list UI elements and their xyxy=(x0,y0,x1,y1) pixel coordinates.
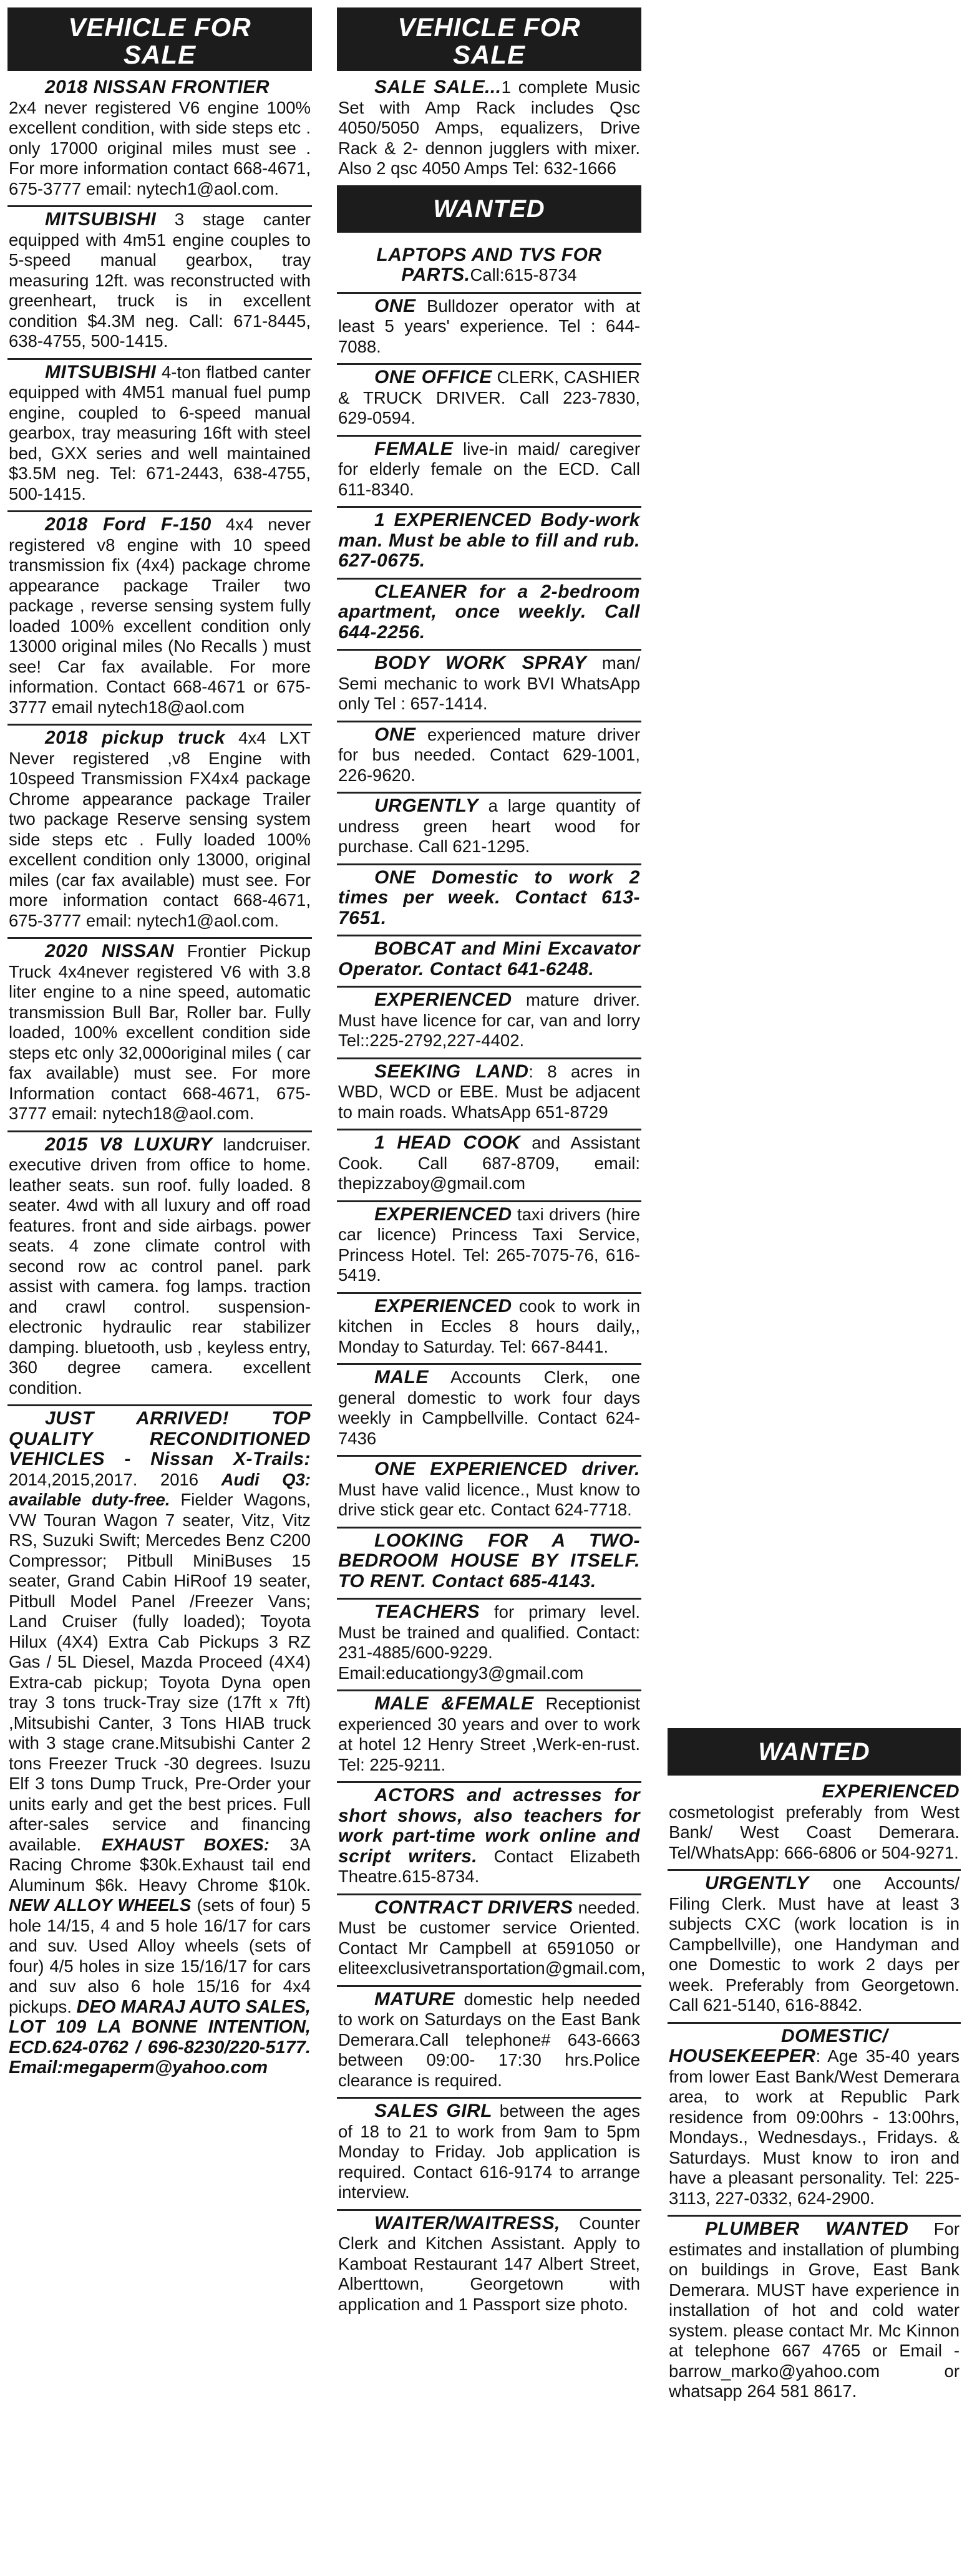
ad-body: mature driver. Must have licence for car, van and lorry Tel::225-2792,227-4402. xyxy=(338,990,640,1050)
ad-body: one Accounts/ Filing Clerk. Must have at least 3 subjects CXC (work location is in Campbellville), one Handyman and one Domestic to work 2 days per week. Preferably from Georgetown. Call 621-5140, 616-8842. xyxy=(669,1874,960,2015)
ad-body: 2014,2015,2017. 2016 xyxy=(9,1469,221,1489)
classified-ad xyxy=(7,75,312,207)
classified-ad xyxy=(668,1871,961,2024)
ad-lead: URGENTLY xyxy=(705,1873,809,1893)
ad-body: 3A Racing Chrome $30k.Exhaust tail end Aluminum $6k. Heavy Chrome $10k. xyxy=(9,1834,311,1895)
ad-lead: 2015 V8 LUXURY xyxy=(45,1134,213,1155)
ad-lead: JUST ARRIVED! TOP QUALITY RECONDITIONED VEHICLES - Nissan X-Trails: xyxy=(9,1408,311,1469)
ad-body: a large quantity of undress green heart wood for purchase. Call 621-1295. xyxy=(338,796,640,856)
classified-ad xyxy=(337,1059,641,1131)
ad-lead: TEACHERS xyxy=(374,1601,480,1622)
ad-lead: PLUMBER WANTED xyxy=(705,2219,909,2239)
column-wanted-2 xyxy=(668,1728,961,2408)
classified-ad xyxy=(7,512,312,726)
ad-lead: ACTORS and actresses for short shows, also teachers for work part-time work online and script writers. xyxy=(338,1785,640,1867)
ad-lead: FEMALE xyxy=(374,438,454,459)
ad-body: Call:615-8734 xyxy=(470,265,577,284)
ad-body: taxi drivers (hire car licence) Princess Taxi Service, Princess Hotel. Tel: 265-7075-76, 616-5419. xyxy=(338,1204,640,1285)
ad-body: man/ Semi mechanic to work BVI WhatsApp only Tel : 657-1414. xyxy=(338,653,640,713)
ad-lead: EXPERIENCED xyxy=(374,989,512,1010)
ad-lead: ONE Domestic to work 2 times per week. Contact 613-7651. xyxy=(338,867,640,928)
classified-ad xyxy=(337,1294,641,1366)
ad-lead: ONE xyxy=(374,724,416,745)
classified-ad xyxy=(337,1600,641,1691)
ad-lead: WAITER/WAITRESS, xyxy=(374,2212,561,2233)
ad-body: live-in maid/ caregiver for elderly female on the ECD. Call 611-8340. xyxy=(338,439,640,499)
ad-lead: SALES GIRL xyxy=(374,2101,493,2121)
classified-ad xyxy=(337,865,641,937)
classified-ad xyxy=(337,936,641,988)
classified-ad xyxy=(337,1783,641,1895)
ad-lead: 2018 pickup truck xyxy=(45,727,225,748)
classified-ad xyxy=(337,794,641,865)
ad-lead: BODY WORK SPRAY xyxy=(374,653,587,673)
classified-ad xyxy=(668,2217,961,2408)
ad-lead: MATURE xyxy=(374,1988,455,2010)
ad-body: 4-ton flatbed canter equipped with 4M51 manual fuel pump engine, coupled to 6-speed manual gearbox, tray measuring 16ft with steel bed, GXX series and well maintained $3.5M neg. Tel: 671-2443, 638-4755, 500-1415. xyxy=(9,362,311,503)
ad-body: cook to work in kitchen in Eccles 8 hours daily,, Monday to Saturday. Tel: 667-8441. xyxy=(338,1296,640,1356)
ad-lead: 1 EXPERIENCED Body-work man. Must be able to fill and rub. 627-0675. xyxy=(338,510,640,571)
ad-lead: URGENTLY xyxy=(374,795,479,816)
ad-body: between the ages of 18 to 21 to work from 9am to 5pm Monday to Friday. Job application is required. Contact 616-9174 to arrange interview. xyxy=(338,2101,640,2202)
ad-lead: SALE SALE... xyxy=(374,77,502,97)
ad-body: and Assistant Cook. Call 687-8709, email: thepizzaboy@gmail.com xyxy=(338,1133,641,1193)
classified-ad xyxy=(337,508,641,580)
ad-emphasis: EXHAUST BOXES: xyxy=(101,1834,270,1854)
ad-body: domestic help needed to work on Saturdays on the East Bank Demerara.Call telephone# 643-6663 between 09:00- 17:30 hrs.Police clearance is required. xyxy=(338,1989,640,2090)
ad-emphasis: Audi Q3: available duty-free. xyxy=(9,1469,311,1509)
ad-body: needed. Must be customer service Oriented. Contact Mr Campbell at 6591050 or eliteexclusivetransportation@gmail.com, xyxy=(338,1897,646,1978)
ad-body: 1 complete Music Set with Amp Rack includes Qsc 4050/5050 Amps, equalizers, Drive Rack & 2- dennon jugglers with mixer. Also 2 qsc 4050 Amps Tel: 632-1666 xyxy=(338,77,640,178)
ad-lead: EXPERIENCED xyxy=(374,1295,512,1316)
ad-body: 4x4 LXT Never registered ,v8 Engine with 10speed Transmission FX4x4 package Chrome appearance package Trailer two package Reserve sensing system side steps etc . Fully loaded 100% excellent condition only 13000, original miles (car fax available) must see. For more information contact 668-4671, 675-3777 email: nytech1@aol.com. xyxy=(9,728,311,930)
classified-ad xyxy=(337,1691,641,1783)
ad-lead: MALE &FEMALE xyxy=(374,1693,534,1714)
classified-ad xyxy=(7,207,312,360)
classified-ad xyxy=(337,1529,641,1600)
ad-body: Accounts Clerk, one general domestic to work four days weekly in Campbellville. Contact 624-7436 xyxy=(338,1368,640,1448)
classified-ad xyxy=(337,2099,641,2211)
section-header-wanted: WANTED xyxy=(337,185,641,233)
ad-lead: ONE EXPERIENCED driver. xyxy=(374,1459,640,1479)
ad-lead: BOBCAT and Mini Excavator Operator. Contact 641-6248. xyxy=(338,938,640,979)
column-vehicle-sale-and-wanted xyxy=(337,7,646,2321)
classified-ad xyxy=(337,365,641,437)
classified-ad xyxy=(337,1130,641,1202)
ad-body: experienced mature driver for bus needed. Contact 629-1001, 226-9620. xyxy=(338,724,640,785)
ad-lead: ONE OFFICE xyxy=(374,367,492,387)
classified-ad xyxy=(337,1457,641,1529)
ad-lead: MALE xyxy=(374,1367,429,1388)
column-vehicle-for-sale-1 xyxy=(7,7,312,2084)
ad-body: Contact Elizabeth Theatre.615-8734. xyxy=(338,1846,641,1886)
header-line-1: VEHICLE FOR xyxy=(397,12,581,42)
ad-lead: EXPERIENCED xyxy=(374,1203,512,1225)
ad-body: Receptionist experienced 30 years and over to work at hotel 12 Henry Street ,Werk-en-rust. Tel: 225-9211. xyxy=(338,1694,640,1774)
ad-lead: ONE xyxy=(374,295,416,316)
header-line-1: VEHICLE FOR xyxy=(68,12,251,42)
section-header-wanted: WANTED xyxy=(668,1728,961,1776)
ad-lead: CONTRACT DRIVERS xyxy=(374,1897,573,1918)
ad-body: landcruiser. executive driven from office to home. leather seats. sun roof. fully loaded. 8 seater. 4wd with all luxury and off road features. front and side airbags. power seats. 4 zone climate control with second row ac control panel. park assist with camera. fog lamps. traction and crawl control. suspension-electronic hydraulic rear stabilizer damping. bluetooth, usb , keyless entry, 360 degree camera. excellent condition. xyxy=(9,1134,311,1397)
classified-ad-deo-maraj xyxy=(7,1406,312,2084)
ad-body: CLERK, CASHIER & TRUCK DRIVER. Call 223-7830, 629-0594. xyxy=(338,367,640,427)
ad-body: : 8 acres in WBD, WCD or EBE. Must be adjacent to main roads. WhatsApp 651-8729 xyxy=(338,1061,640,1122)
ad-lead: DOMESTIC/ HOUSEKEEPER xyxy=(669,2025,888,2066)
ad-body: For estimates and installation of plumbing on buildings in Grove, East Bank Demerara. MUST have experience in installation of hot and cold water system. please contact Mr. Mc Kinnon at telephone 667 4765 or Email - barrow_marko@yahoo.com or whatsapp 264 581 8617. xyxy=(669,2219,960,2401)
classified-ad xyxy=(337,2211,641,2321)
header-line-2: SALE xyxy=(123,40,196,69)
classified-ad xyxy=(7,360,312,513)
ad-lead: LAPTOPS AND TVS FOR PARTS. xyxy=(376,244,602,285)
classified-ad xyxy=(7,1132,312,1407)
ad-lead: SEEKING LAND xyxy=(374,1061,529,1082)
classified-ad xyxy=(337,236,641,294)
classified-ad xyxy=(668,1779,961,1871)
ad-lead: 2020 NISSAN xyxy=(45,941,175,961)
classified-ad xyxy=(337,1202,641,1294)
classified-ad xyxy=(337,437,641,508)
ad-lead: EXPERIENCED xyxy=(822,1781,960,1802)
ad-lead: CLEANER for a 2-bedroom apartment, once weekly. Call 644-2256. xyxy=(338,581,640,643)
section-header-vehicle-for-sale xyxy=(7,7,312,71)
ad-lead: 1 HEAD COOK xyxy=(374,1132,521,1153)
ad-body: Bulldozer operator with at least 5 years' experience. Tel : 644-7088. xyxy=(338,296,640,356)
classified-ad xyxy=(337,1365,641,1457)
ad-lead: LOOKING FOR A TWO-BEDROOM HOUSE BY ITSELF. TO RENT. Contact 685-4143. xyxy=(338,1530,640,1592)
ad-body: Fielder Wagons, VW Touran Wagon 7 seater, Vitz, Vitz RS, Suzuki Swift; Mercedes Benz C200 Compressor; Pitbull MiniBuses 15 seater, Grand Cabin HiRoof 19 seater, Pitbull Model Panel /Freezer Vans; Land Cruiser (fully loaded); Toyota Hilux (4X4) Extra Cab Pickups 3 RZ Gas / 5L Diesel, Mazda Proceed (4X4) Extra-cab pickup; Toyota Dyna open tray 3 tons truck-Tray size (17ft x 7ft) ,Mitsubishi Canter, 3 Tons HIAB truck with 3 stage crane.Mitsubishi Canter 2 tons Freezer Truck -30 degrees. Isuzu Elf 3 tons Dump Truck, Pre-Order your units early and get the best prices. Full after-sales service and financing available. xyxy=(9,1490,311,1854)
ad-lead: MITSUBISHI xyxy=(45,361,157,382)
classified-ad xyxy=(337,1895,646,1987)
ad-body: cosmetologist preferably from West Bank/ West Coast Demerara. Tel/WhatsApp: 666-6806 or 504-9271. xyxy=(669,1802,960,1862)
ad-body: 2x4 never registered V6 engine 100% excellent condition, with side steps etc . only 17000 original miles must see . For more information contact 668-4671, 675-3777 email: nytech1@aol.com. xyxy=(9,97,311,198)
classified-ad-music-set xyxy=(337,75,641,185)
ad-body: Must have valid licence., Must know to drive stick gear etc. Contact 624-7718. xyxy=(338,1479,640,1519)
ad-lead: MITSUBISHI xyxy=(45,209,157,230)
classified-ad xyxy=(7,726,312,939)
classified-ad xyxy=(337,1987,641,2099)
ad-emphasis: DEO MARAJ AUTO SALES, LOT 109 LA BONNE INTENTION, ECD.624-0762 / 696-8230/220-5177. Email:megaperm@yahoo.com xyxy=(9,1996,311,2078)
ad-lead: 2018 NISSAN FRONTIER xyxy=(45,77,270,97)
ad-body: 4x4 never registered v8 engine with 10 speed transmission fix (4x4) package chrome appearance package Trailer two package , reverse sensing system fully loaded 100% excellent condition only 13000 original miles (No Recalls ) must see! Car fax available. For more information. Contact 668-4671 or 675-3777 email nytech18@aol.com xyxy=(9,515,311,717)
ad-body: 3 stage canter equipped with 4m51 engine couples to 5-speed manual gearbox, tray measuring 12ft. was reconstructed with greenheart, truck is in excellent condition $4.3M neg. Call: 671-8445, 638-4755, 500-1415. xyxy=(9,210,311,351)
ad-body: Counter Clerk and Kitchen Assistant. Apply to Kamboat Restaurant 147 Albert Street, Alberttown, Georgetown with application and 1 Passport size photo. xyxy=(338,2213,640,2314)
section-header-vehicle-for-sale xyxy=(337,7,641,71)
ad-lead: 2018 Ford F-150 xyxy=(45,514,211,535)
classified-ad xyxy=(337,651,641,722)
classified-ad xyxy=(337,294,641,366)
classified-ad xyxy=(337,722,641,794)
classified-ad xyxy=(668,2024,961,2217)
ad-body: (sets of four) 5 hole 14/15, 4 and 5 hole 16/17 for cars and suv. Used Alloy wheels (sets of four) 4/5 holes in size 15/16/17 for cars and suv also 6 hole 15/16 for 4x4 pickups. xyxy=(9,1895,311,2016)
classified-ad xyxy=(337,988,641,1059)
ad-body: : Age 35-40 years from lower East Bank/West Demerara area, to work at Republic Park residence from 09:00hrs - 13:00hrs, Mondays., Wednesdays., Fridays. & Saturdays. Must know to iron and have a pleasant personality. Tel: 225-3113, 227-0332, 624-2900. xyxy=(669,2046,960,2208)
ad-body: for primary level. Must be trained and qualified. Contact: 231-4885/600-9229. Email:educationgy3@gmail.com xyxy=(338,1602,640,1683)
ad-emphasis: NEW ALLOY WHEELS xyxy=(9,1895,192,1915)
header-line-2: SALE xyxy=(452,40,525,69)
classified-ad xyxy=(337,580,641,651)
classified-ad xyxy=(7,939,312,1132)
ad-body: Frontier Pickup Truck 4x4never registered V6 with 3.8 liter engine to a nine speed, automatic transmission Bull Bar, Roller bar. Fully loaded, 100% excellent condition side steps etc only 32,000original miles ( car fax available) must see. For more Information contact 668-4671, 675-3777 email: nytech18@aol.com. xyxy=(9,941,311,1123)
